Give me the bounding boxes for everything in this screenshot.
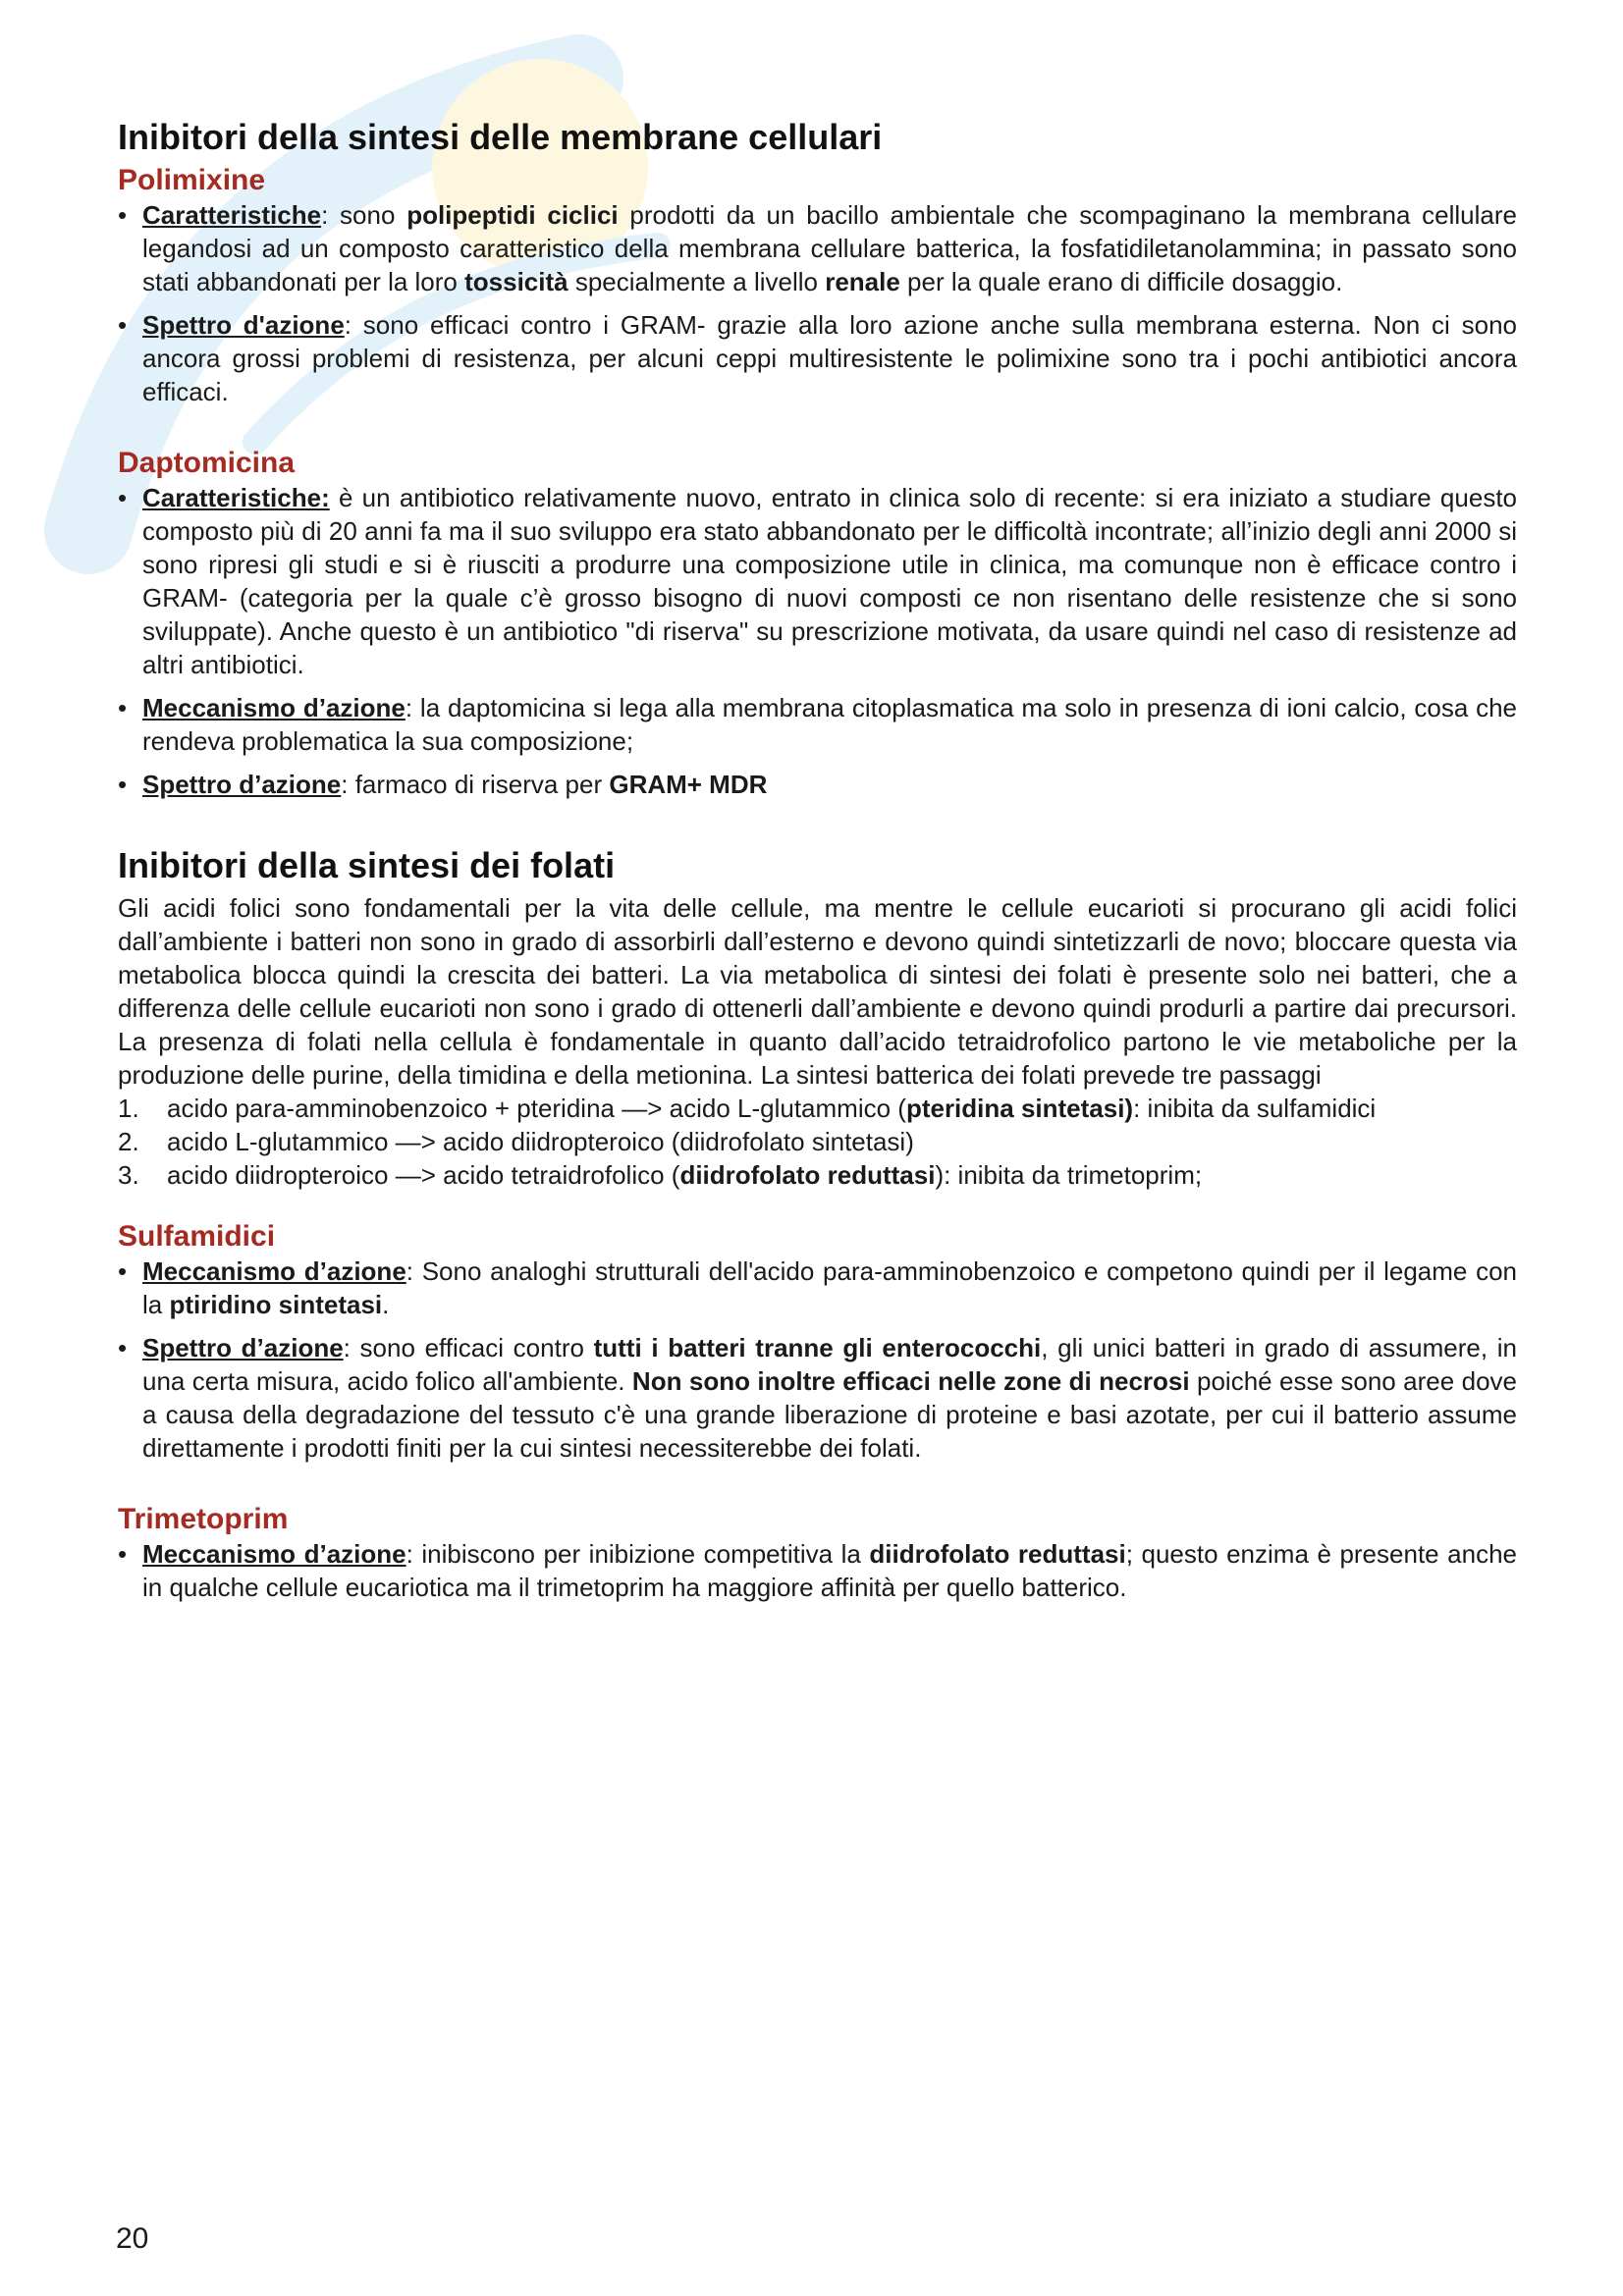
page-number: 20 [116,2222,149,2255]
list-item: • Caratteristiche: sono polipeptidi ciclici prodotti da un bacillo ambientale che scompaginano la membrana cellulare legandosi ad un composto caratteristico della membrana cellulare batterica, la fosfatidiletanolammina; in passato sono stati abbandonati per la loro tossicità specialmente a livello renale per la quale erano di difficile dosaggio. [118,198,1517,298]
heading-trimetoprim: Trimetoprim [118,1503,289,1535]
heading-daptomicina: Daptomicina [118,447,296,479]
polimixine-list [118,198,1517,408]
section-title-folati: Inibitori della sintesi dei folati [118,845,616,885]
trimetoprim-list [118,1537,1517,1604]
term-label: Caratteristiche [142,200,322,230]
section-title-membrane: Inibitori della sintesi delle membrane cellulari [118,117,883,157]
term-label: Spettro d’azione [142,1333,344,1362]
heading-sulfamidici: Sulfamidici [118,1220,276,1253]
sulfamidici-list [118,1255,1517,1465]
term-label: Caratteristiche: [142,483,330,512]
term-label: Meccanismo d’azione [142,1539,406,1569]
list-item: 1. acido para-amminobenzoico + pteridina —> acido L-glutammico (pteridina sintetasi): inibita da sulfamidici [118,1094,1377,1123]
list-item: • Spettro d’azione: farmaco di riserva per GRAM+ MDR [118,768,1517,801]
term-label: Spettro d’azione [142,770,342,799]
list-item: • Meccanismo d’azione: la daptomicina si lega alla membrana citoplasmatica ma solo in presenza di ioni calcio, cosa che rendeva problematica la sua composizione; [118,691,1517,758]
daptomicina-list [118,481,1517,801]
list-item: • Caratteristiche: è un antibiotico relativamente nuovo, entrato in clinica solo di recente: si era iniziato a studiare questo composto più di 20 anni fa ma il suo sviluppo era stato abbandonato per le difficoltà incontrate; all’inizio degli anni 2000 si sono ripresi gli studi e si è riusciti a produrre una composizione utile in clinica, ma comunque non è efficace contro i GRAM- (categoria per la quale c’è grosso bisogno di nuovi composti ce non risentano delle resistenze che si sono sviluppate). Anche questo è un antibiotico "di riserva" su prescrizione motivata, da usare quindi nel caso di resistenze ad altri antibiotici. [118,481,1517,681]
list-item: • Meccanismo d’azione: Sono analoghi strutturali dell'acido para-amminobenzoico e competono quindi per il legame con la ptiridino sintetasi. [118,1255,1517,1321]
list-item: 3. acido diidropteroico —> acido tetraidrofolico (diidrofolato reduttasi): inibita da trimetoprim; [118,1160,1203,1190]
list-item: • Meccanismo d’azione: inibiscono per inibizione competitiva la diidrofolato reduttasi; questo enzima è presente anche in qualche cellule eucariotica ma il trimetoprim ha maggiore affinità per quello batterico. [118,1537,1517,1604]
list-item: 2. acido L-glutammico —> acido diidropteroico (diidrofolato sintetasi) [118,1127,914,1156]
list-item: • Spettro d’azione: sono efficaci contro tutti i batteri tranne gli enterococchi, gli unici batteri in grado di assumere, in una certa misura, acido folico all'ambiente. Non sono inoltre efficaci nelle zone di necrosi poiché esse sono aree dove a causa della degradazione del tessuto c'è una grande liberazione di proteine e basi azotate, per cui il batterio assume direttamente i prodotti finiti per la cui sintesi necessiterebbe dei folati. [118,1331,1517,1465]
folati-intro-paragraph: Gli acidi folici sono fondamentali per la vita delle cellule, ma mentre le cellule eucarioti si procurano gli acidi folici dall’ambiente i batteri non sono in grado di assorbirli dall’esterno e devono quindi sintetizzarli de novo; bloccare questa via metabolica blocca quindi la crescita dei batteri. La via metabolica di sintesi dei folati è presente solo nei batteri, che a differenza delle cellule eucarioti non sono i grado di ottenerli dall’ambiente e devono quindi produrli a partire dai precursori. La presenza di folati nella cellula è fondamentale in quanto dall’acido tetraidrofolico partono le vie metaboliche per la produzione delle purine, della timidina e della metionina. La sintesi batterica dei folati prevede tre passaggi [118,893,1517,1090]
heading-polimixine: Polimixine [118,164,266,196]
list-item: • Spettro d'azione: sono efficaci contro i GRAM- grazie alla loro azione anche sulla membrana esterna. Non ci sono ancora grossi problemi di resistenza, per alcuni ceppi multiresistente le polimixine sono tra i pochi antibiotici ancora efficaci. [118,308,1517,408]
folati-steps-list [118,1092,1517,1192]
term-label: Spettro d'azione [142,310,345,340]
term-label: Meccanismo d’azione [142,1256,406,1286]
page-content [118,116,1517,1614]
term-label: Meccanismo d’azione [142,693,406,722]
